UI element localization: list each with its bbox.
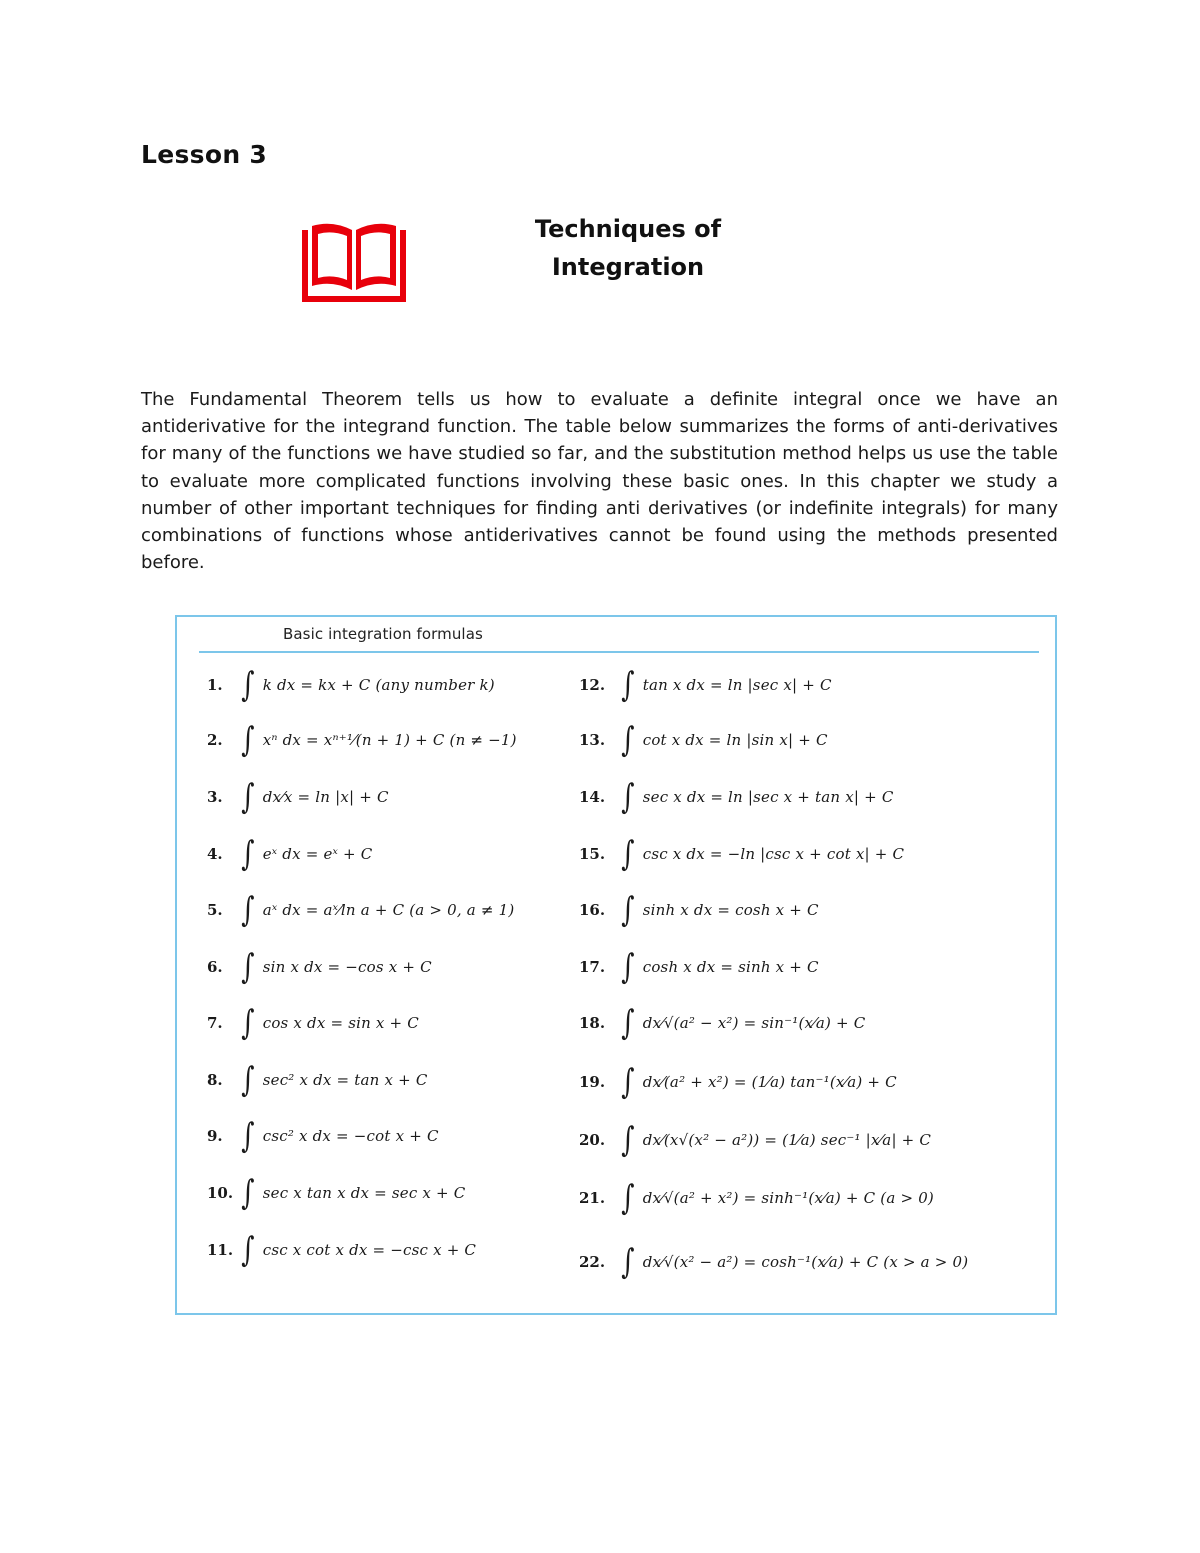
header-divider	[199, 651, 1039, 653]
formula-right-5	[579, 885, 819, 935]
integral-sign-icon: ∫	[241, 720, 255, 760]
formula-expression: csc x cot x dx = −csc x + C	[262, 1241, 477, 1259]
formula-expression: dx⁄(x√(x² − a²)) = (1⁄a) sec⁻¹ |x⁄a| + C	[642, 1131, 932, 1149]
formula-number: 4.	[207, 845, 223, 863]
formula-number: 21.	[579, 1189, 606, 1207]
formula-number: 12.	[579, 676, 606, 694]
formula-table-header: Basic integration formulas	[283, 625, 483, 643]
formula-expression: dx⁄√(x² − a²) = cosh⁻¹(x⁄a) + C (x > a > 0)	[642, 1253, 969, 1271]
formula-expression: dx⁄x = ln |x| + C	[262, 788, 389, 806]
formula-left-5	[207, 885, 514, 935]
book-icon-page-gap	[318, 232, 390, 280]
formula-expression: tan x dx = ln |sec x| + C	[642, 676, 832, 694]
formula-expression: cosh x dx = sinh x + C	[642, 958, 819, 976]
integral-sign-icon: ∫	[241, 665, 255, 705]
integral-sign-icon: ∫	[621, 890, 635, 930]
formula-left-11	[207, 1225, 476, 1275]
formula-expression: csc x dx = −ln |csc x + cot x| + C	[642, 845, 905, 863]
formula-number: 2.	[207, 731, 223, 749]
integral-sign-icon: ∫	[241, 1116, 255, 1156]
formula-right-7	[579, 998, 865, 1048]
formula-number: 7.	[207, 1014, 223, 1032]
formula-number: 20.	[579, 1131, 606, 1149]
formula-right-10	[579, 1173, 934, 1223]
integral-sign-icon: ∫	[621, 665, 635, 705]
integral-sign-icon: ∫	[621, 1242, 635, 1282]
formula-left-7	[207, 998, 419, 1048]
formula-expression: sec x tan x dx = sec x + C	[262, 1184, 466, 1202]
formula-table	[175, 615, 1057, 1315]
formula-right-9	[579, 1115, 931, 1165]
formula-number: 5.	[207, 901, 223, 919]
formula-number: 15.	[579, 845, 606, 863]
formula-left-3	[207, 772, 389, 822]
formula-number: 10.	[207, 1184, 234, 1202]
formula-number: 22.	[579, 1253, 606, 1271]
formula-expression: dx⁄(a² + x²) = (1⁄a) tan⁻¹(x⁄a) + C	[642, 1073, 897, 1091]
formula-right-11	[579, 1237, 968, 1287]
formula-number: 8.	[207, 1071, 223, 1089]
formula-number: 11.	[207, 1241, 234, 1259]
formula-expression: xⁿ dx = xⁿ⁺¹⁄(n + 1) + C (n ≠ −1)	[262, 731, 517, 749]
formula-number: 9.	[207, 1127, 223, 1145]
formula-right-2	[579, 715, 828, 765]
formula-left-10	[207, 1168, 465, 1218]
formula-number: 18.	[579, 1014, 606, 1032]
formula-expression: cot x dx = ln |sin x| + C	[642, 731, 828, 749]
integral-sign-icon: ∫	[241, 834, 255, 874]
formula-expression: eˣ dx = eˣ + C	[262, 845, 373, 863]
formula-right-1	[579, 660, 832, 710]
integral-sign-icon: ∫	[621, 1003, 635, 1043]
formula-right-3	[579, 772, 894, 822]
book-icon	[300, 222, 408, 304]
intro-paragraph: The Fundamental Theorem tells us how to evaluate a definite integral once we have an antiderivative for the integrand function. The table below summarizes the forms of anti-derivatives for many of the functions we have studied so far, and the substitution method helps us use the table to evaluate more complicated functions involving these basic ones. In this chapter we study a number of other important techniques for finding anti derivatives (or indefinite integrals) for many combinations of functions whose antiderivatives cannot be found using the methods presented before.	[141, 389, 1058, 574]
formula-number: 17.	[579, 958, 606, 976]
formula-expression: sec² x dx = tan x + C	[262, 1071, 428, 1089]
formula-expression: csc² x dx = −cot x + C	[262, 1127, 439, 1145]
integral-sign-icon: ∫	[241, 1230, 255, 1270]
integral-sign-icon: ∫	[241, 1003, 255, 1043]
title-line-2: Integration	[551, 253, 705, 281]
title-line-1: Techniques of	[534, 215, 722, 243]
formula-number: 14.	[579, 788, 606, 806]
integral-sign-icon: ∫	[241, 890, 255, 930]
integral-sign-icon: ∫	[621, 834, 635, 874]
formula-number: 16.	[579, 901, 606, 919]
formula-left-9	[207, 1111, 439, 1161]
integral-sign-icon: ∫	[621, 1178, 635, 1218]
integral-sign-icon: ∫	[241, 1173, 255, 1213]
formula-expression: cos x dx = sin x + C	[262, 1014, 419, 1032]
formula-number: 19.	[579, 1073, 606, 1091]
formula-left-4	[207, 829, 372, 879]
formula-number: 13.	[579, 731, 606, 749]
integral-sign-icon: ∫	[621, 720, 635, 760]
page-title	[498, 210, 758, 286]
formula-left-8	[207, 1055, 428, 1105]
integral-sign-icon: ∫	[241, 777, 255, 817]
formula-right-6	[579, 942, 819, 992]
integral-sign-icon: ∫	[241, 1060, 255, 1100]
formula-expression: aˣ dx = aˣ⁄ln a + C (a > 0, a ≠ 1)	[262, 901, 515, 919]
formula-left-6	[207, 942, 432, 992]
integral-sign-icon: ∫	[621, 1120, 635, 1160]
formula-number: 1.	[207, 676, 223, 694]
formula-expression: sec x dx = ln |sec x + tan x| + C	[642, 788, 894, 806]
formula-right-4	[579, 829, 904, 879]
formula-left-1	[207, 660, 495, 710]
lesson-heading: Lesson 3	[141, 140, 268, 169]
formula-expression: sinh x dx = cosh x + C	[642, 901, 819, 919]
integral-sign-icon: ∫	[621, 777, 635, 817]
formula-left-2	[207, 715, 517, 765]
formula-right-8	[579, 1057, 897, 1107]
integral-sign-icon: ∫	[241, 947, 255, 987]
integral-sign-icon: ∫	[621, 947, 635, 987]
integral-sign-icon: ∫	[621, 1062, 635, 1102]
formula-number: 3.	[207, 788, 223, 806]
formula-number: 6.	[207, 958, 223, 976]
formula-expression: k dx = kx + C (any number k)	[262, 676, 495, 694]
formula-expression: dx⁄√(a² − x²) = sin⁻¹(x⁄a) + C	[642, 1014, 866, 1032]
formula-expression: dx⁄√(a² + x²) = sinh⁻¹(x⁄a) + C (a > 0)	[642, 1189, 934, 1207]
formula-expression: sin x dx = −cos x + C	[262, 958, 432, 976]
